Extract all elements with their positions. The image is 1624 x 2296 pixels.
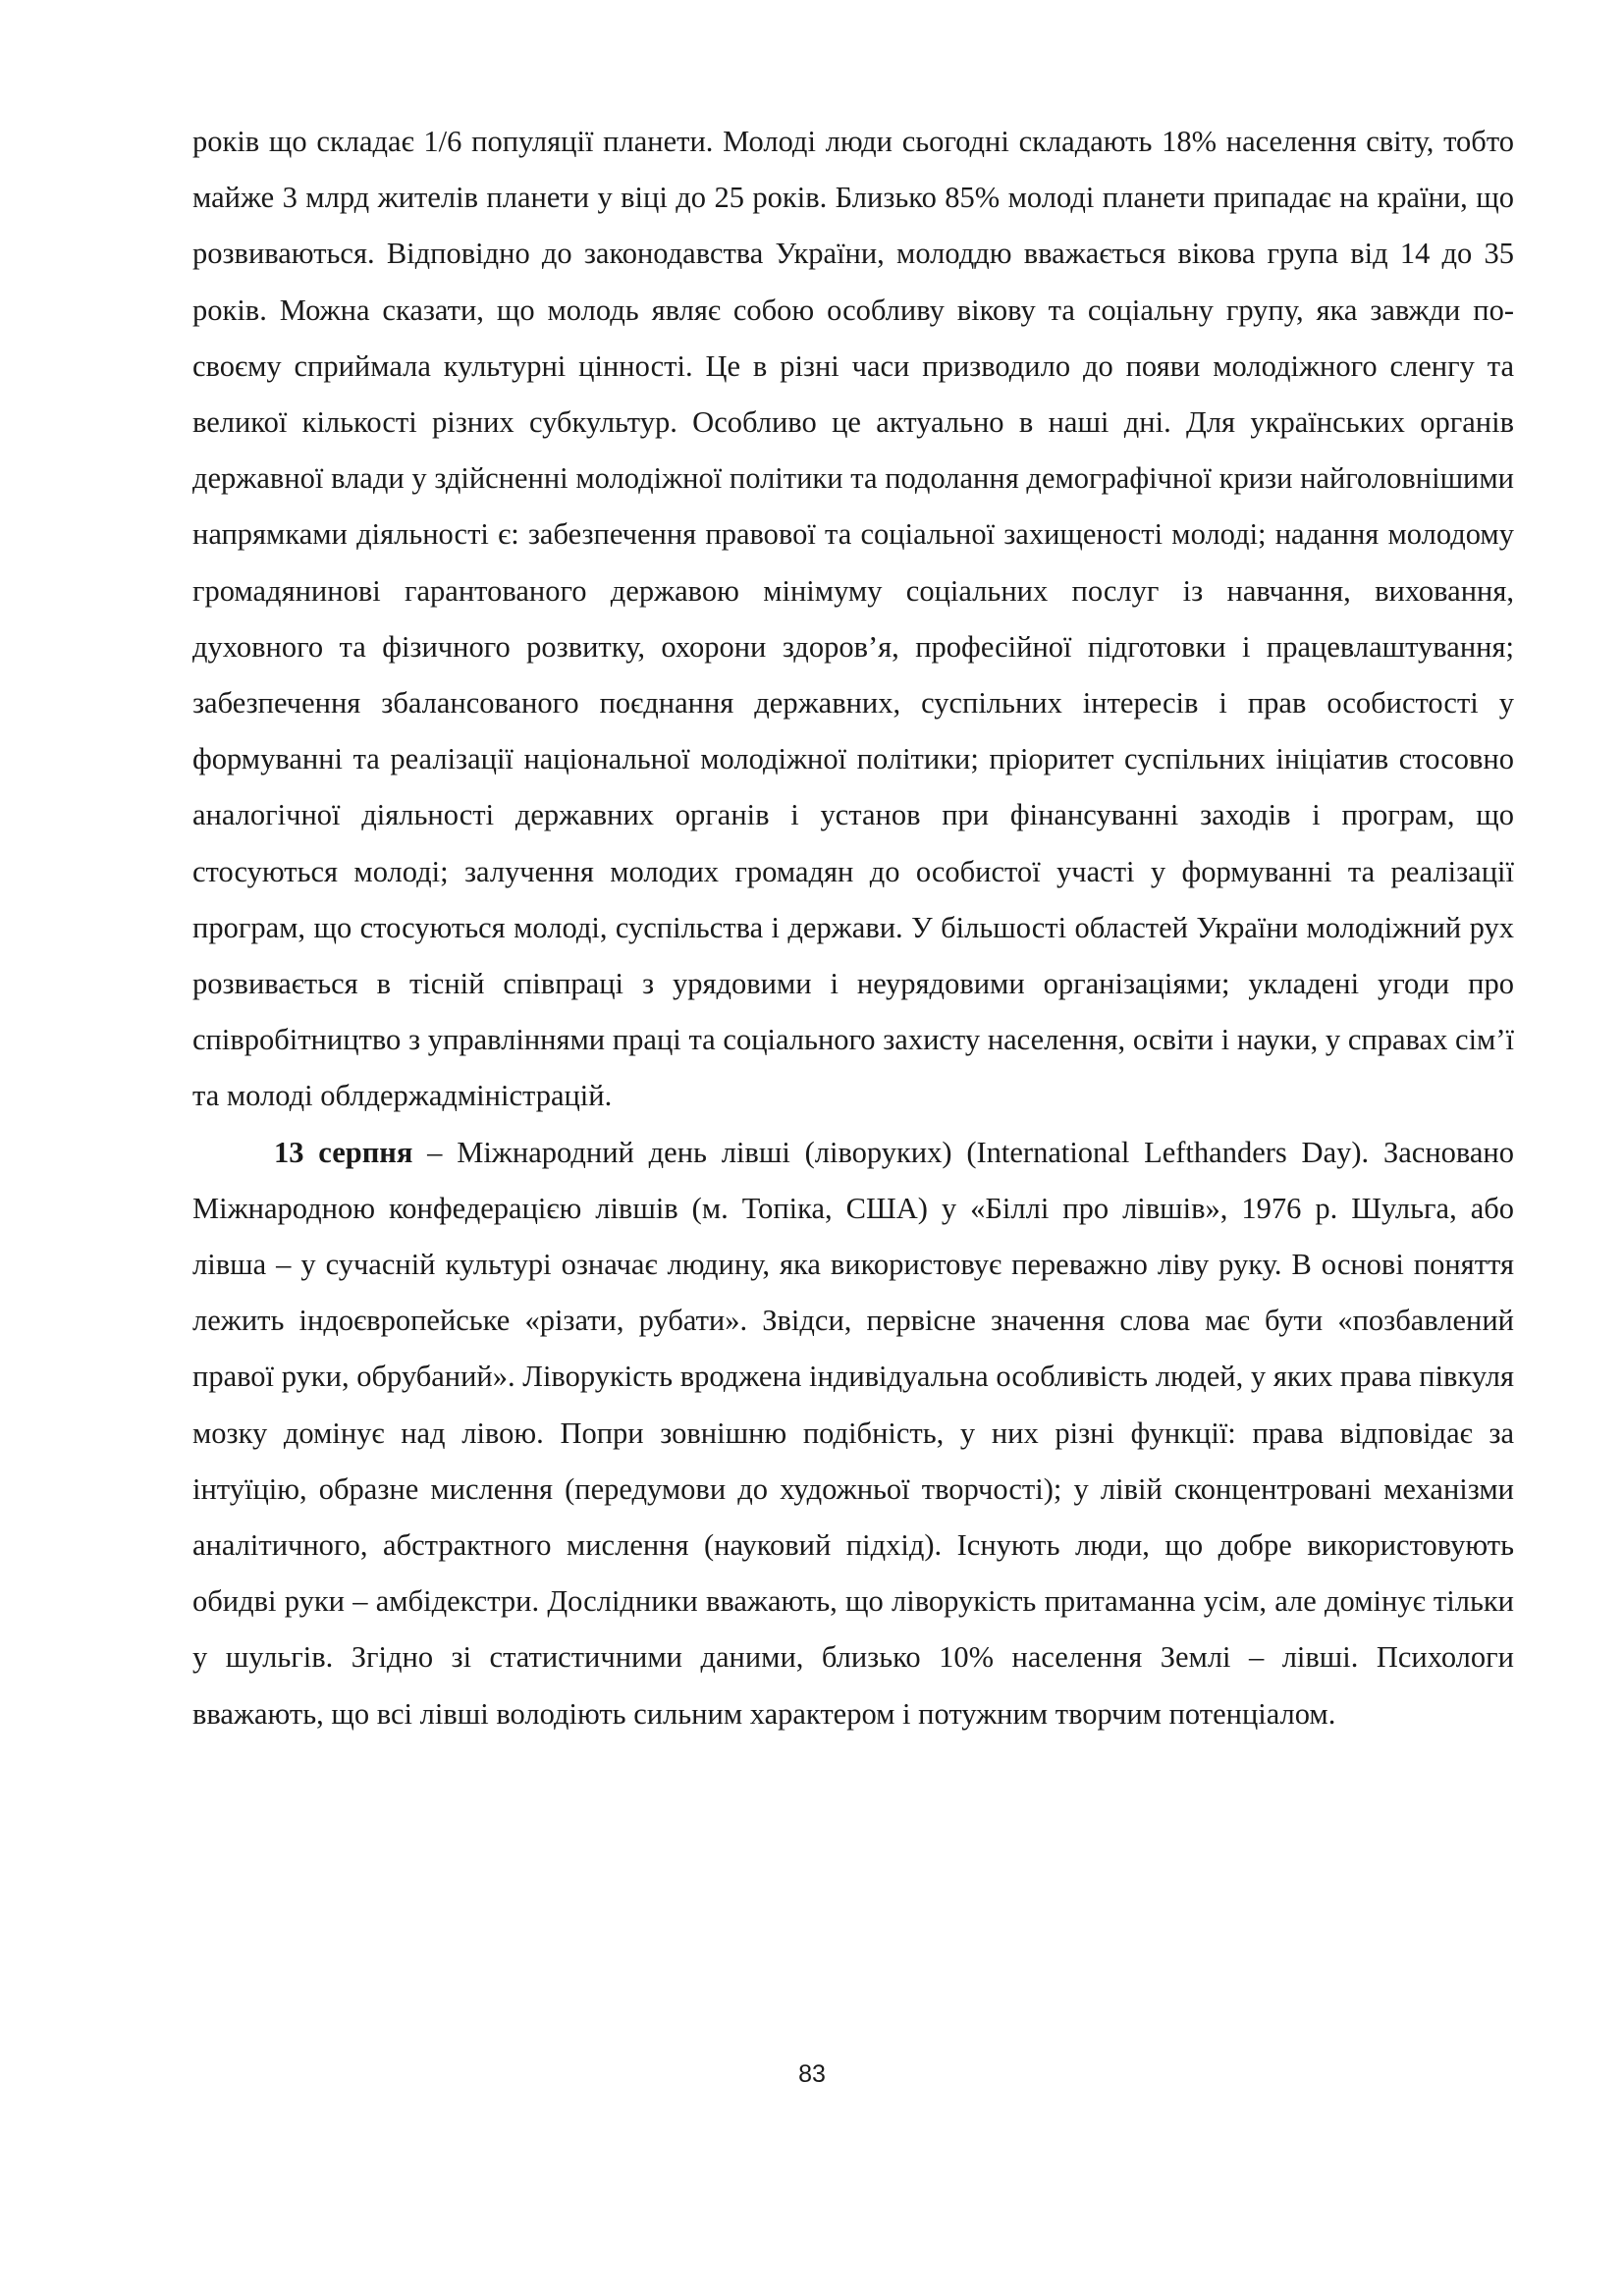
- paragraph-youth-policy: років що складає 1/6 популяції планети. Молоді люди сьогодні складають 18% населення світу, тобто майже 3 млрд жителів планети у віці до 25 років. Близько 85% молоді планети припадає на країни, що розвиваються. Відповідно до законодавства України, молоддю вважається вікова група від 14 до 35 років. Можна сказати, що молодь являє собою особливу вікову та соціальну групу, яка завжди по-своєму сприймала культурні цінності. Це в різні часи призводило до появи молодіжного сленгу та великої кількості різних субкультур. Особливо це актуально в наші дні. Для українських органів державної влади у здійсненні молодіжної політики та подолання демографічної кризи найголовнішими напрямками діяльності є: забезпечення правової та соціальної захищеності молоді; надання молодому громадянинові гарантованого державою мінімуму соціальних послуг із навчання, виховання, духовного та фізичного розвитку, охорони здоров’я, професійної підготовки і працевлаштування; забезпечення збалансованого поєднання державних, суспільних інтересів і прав особистості у формуванні та реалізації національної молодіжної політики; пріоритет суспільних ініціатив стосовно аналогічної діяльності державних органів і установ при фінансуванні заходів і програм, що стосуються молоді; залучення молодих громадян до особистої участі у формуванні та реалізації програм, що стосуються молоді, суспільства і держави. У більшості областей України молодіжний рух розвивається в тісній співпраці з урядовими і неурядовими організаціями; укладені угоди про співробітництво з управліннями праці та соціального захисту населення, освіти і науки, у справах сім’ї та молоді облдержадміністрацій.: [192, 125, 1514, 1113]
- paragraph-lefthanders-day: [192, 1125, 1514, 1742]
- paragraph-lefthanders-text: – Міжнародний день лівші (ліворуких) (International Lefthanders Day). Засновано Міжнародною конфедерацією лівшів (м. Топіка, США) у «Біллі про лівшів», 1976 р. Шульга, або лівша – у сучасній культурі означає людину, яка використовує переважно ліву руку. В основі поняття лежить індоєвропейське «різати, рубати». Звідси, первісне значення слова має бути «позбавлений правої руки, обрубаний». Ліворукість вроджена індивідуальна особливість людей, у яких права півкуля мозку домінує над лівою. Попри зовнішню подібність, у них різні функції: права відповідає за інтуїцію, образне мислення (передумови до художньої творчості); у лівій сконцентровані механізми аналітичного, абстрактного мислення (науковий підхід). Існують люди, що добре використовують обидві руки – амбідекстри. Дослідники вважають, що ліворукість притаманна усім, але домінує тільки у шульгів. Згідно зі статистичними даними, близько 10% населення Землі – лівші. Психологи вважають, що всі лівші володіють сильним характером і потужним творчим потенціалом.: [192, 1135, 1514, 1731]
- body-text: [192, 114, 1514, 1742]
- date-heading: 13 серпня: [274, 1135, 413, 1169]
- page-number: 83: [798, 2060, 826, 2088]
